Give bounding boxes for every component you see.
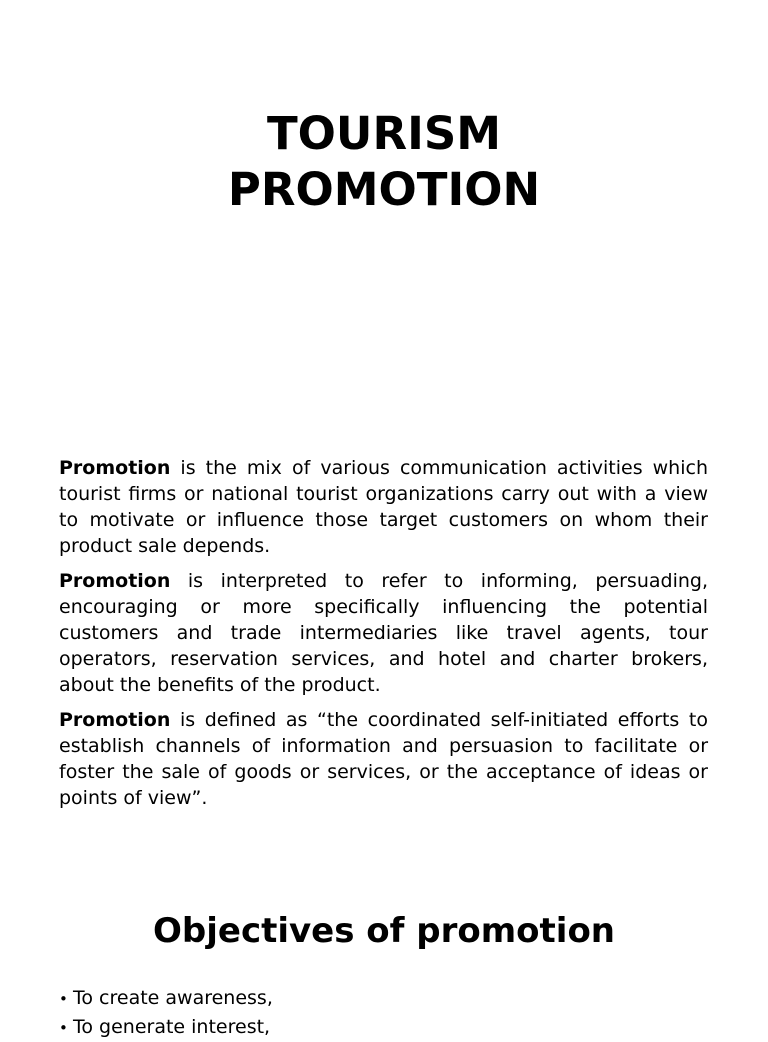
bullet-icon: •: [59, 990, 68, 1008]
definition-term: Promotion: [59, 457, 171, 479]
list-item: [59, 1013, 708, 1042]
definition-term: Promotion: [59, 570, 171, 592]
definition-text: is the mix of various communication activities which tourist firms or national tourist organizations carry out with a view to motivate or influence those target customers on whom their product sale depends.: [59, 457, 708, 557]
definition-paragraph-2: [59, 568, 708, 698]
definition-text: is defined as “the coordinated self-initiated efforts to establish channels of information and persuasion to facilitate or foster the sale of goods or services, or the acceptance of ideas or points of view”.: [59, 709, 708, 809]
bullet-icon: •: [59, 1019, 68, 1037]
definition-paragraph-3: [59, 707, 708, 811]
objectives-heading: Objectives of promotion: [152, 911, 616, 951]
list-item: [59, 984, 708, 1013]
title-line-2: PROMOTION: [227, 163, 541, 216]
page-title: [0, 106, 768, 218]
definition-paragraph-1: [59, 455, 708, 559]
title-line-1: TOURISM: [266, 107, 502, 160]
definition-term: Promotion: [59, 709, 171, 731]
objective-text: To generate interest,: [73, 1016, 271, 1038]
objectives-list: [59, 984, 708, 1042]
definitions-body: [59, 455, 708, 820]
objective-text: To create awareness,: [73, 987, 273, 1009]
definition-text: is interpreted to refer to informing, persuading, encouraging or more specifically influencing the potential customers and trade intermediaries like travel agents, tour operators, reservation services, and hotel and charter brokers, about the benefits of the product.: [59, 570, 708, 696]
